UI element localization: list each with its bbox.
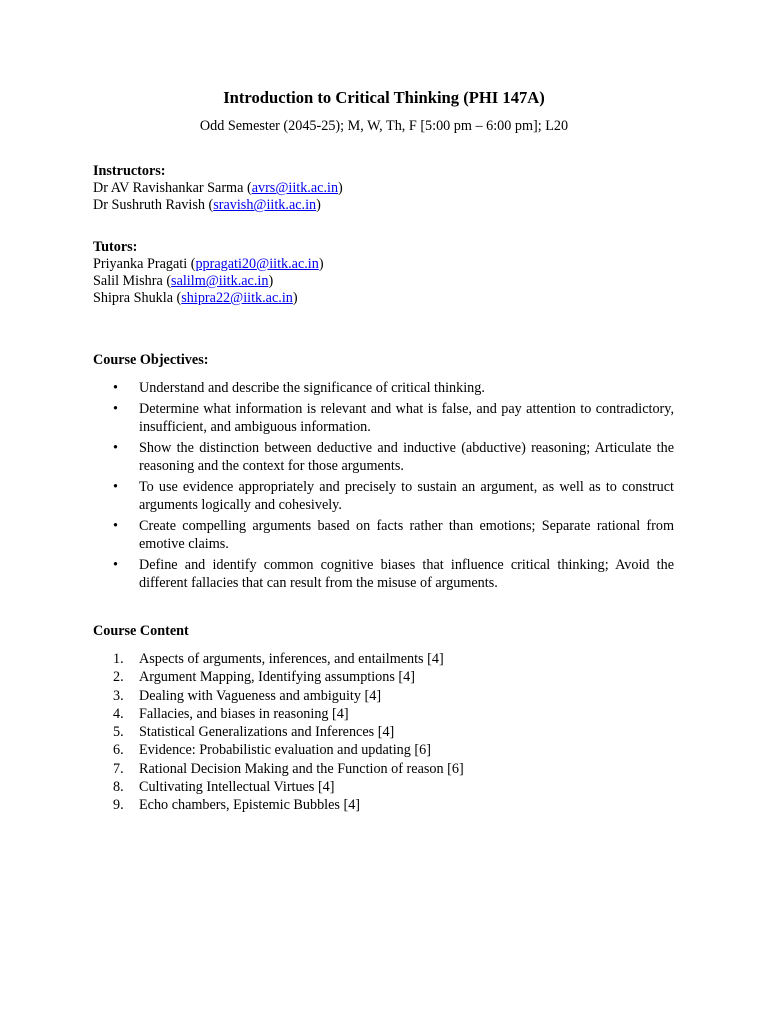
tutor-entry: Priyanka Pragati (ppragati20@iitk.ac.in): [93, 256, 324, 272]
tutor-entry: Salil Mishra (salilm@iitk.ac.in): [93, 273, 274, 289]
item-text: Aspects of arguments, inferences, and entailments [4]: [139, 651, 444, 667]
objectives-section: [93, 352, 674, 595]
item-text: Evidence: Probabilistic evaluation and updating [6]: [139, 742, 431, 759]
item-number: 9.: [113, 797, 124, 814]
item-number: 7.: [113, 760, 124, 777]
content-list: [93, 650, 674, 815]
tutor-entry: Shipra Shukla (shipra22@iitk.ac.in): [93, 290, 298, 306]
item-text: Statistical Generalizations and Inferences [4]: [139, 724, 395, 741]
instructor-email-link[interactable]: sravish@iitk.ac.in: [213, 197, 317, 213]
bullet-icon: •: [113, 517, 118, 534]
item-text: Cultivating Intellectual Virtues [4]: [139, 779, 335, 796]
item-number: 8.: [113, 779, 124, 796]
item-number: 4.: [113, 705, 124, 722]
tutor-name: Shipra Shukla: [93, 290, 173, 306]
item-number: 1.: [113, 651, 124, 667]
item-number: 3.: [113, 687, 124, 704]
bullet-icon: •: [113, 478, 118, 495]
content-section: [93, 623, 674, 815]
content-heading: Course Content: [93, 623, 189, 639]
course-title: Introduction to Critical Thinking (PHI 147A): [223, 88, 545, 107]
tutors-section: [93, 239, 674, 307]
instructor-email-link[interactable]: avrs@iitk.ac.in: [251, 180, 339, 196]
objective-text: Determine what information is relevant and what is false, and pay attention to contradictory, insufficient, and ambiguous information.: [139, 400, 674, 435]
bullet-icon: •: [113, 400, 118, 417]
bullet-icon: •: [113, 556, 118, 573]
instructor-entry: Dr Sushruth Ravish (sravish@iitk.ac.in): [93, 197, 321, 213]
objective-text: Understand and describe the significance of critical thinking.: [139, 380, 485, 396]
objective-text: Create compelling arguments based on facts rather than emotions; Separate rational from emotive claims.: [139, 517, 674, 552]
tutor-name: Salil Mishra: [93, 273, 163, 289]
item-text: Fallacies, and biases in reasoning [4]: [139, 705, 349, 722]
instructor-name: Dr AV Ravishankar Sarma: [93, 180, 244, 196]
list-item: [93, 668, 674, 686]
item-number: 6.: [113, 742, 124, 759]
item-text: Rational Decision Making and the Function of reason [6]: [139, 760, 464, 777]
list-item: [93, 778, 674, 796]
course-schedule: Odd Semester (2045-25); M, W, Th, F [5:00 pm – 6:00 pm]; L20: [199, 118, 569, 134]
objectives-heading: Course Objectives:: [93, 352, 209, 368]
list-item: [93, 400, 674, 437]
list-item: [93, 796, 674, 814]
item-text: Dealing with Vagueness and ambiguity [4]: [139, 687, 382, 704]
list-item: [93, 687, 674, 705]
tutor-email-link[interactable]: ppragati20@iitk.ac.in: [195, 256, 319, 272]
instructor-entry: Dr AV Ravishankar Sarma (avrs@iitk.ac.in): [93, 180, 343, 196]
list-item: [93, 705, 674, 723]
list-item: [93, 379, 674, 398]
list-item: [93, 723, 674, 741]
bullet-icon: •: [113, 380, 118, 396]
objective-text: Show the distinction between deductive and inductive (abductive) reasoning; Articulate the reasoning and the context for those arguments.: [139, 439, 674, 474]
objective-text: Define and identify common cognitive biases that influence critical thinking; Avoid the different fallacies that can result from the misuse of arguments.: [139, 556, 674, 591]
tutors-heading: Tutors:: [93, 239, 138, 255]
list-item: [93, 650, 674, 668]
item-number: 5.: [113, 724, 124, 741]
objective-text: To use evidence appropriately and precisely to sustain an argument, as well as to construct arguments logically and cohesively.: [139, 478, 674, 513]
item-number: 2.: [113, 669, 124, 686]
list-item: [93, 741, 674, 759]
objectives-list: [93, 379, 674, 593]
tutor-email-link[interactable]: shipra22@iitk.ac.in: [181, 290, 293, 306]
instructors-heading: Instructors:: [93, 163, 166, 179]
list-item: [93, 517, 674, 554]
list-item: [93, 556, 674, 593]
instructor-name: Dr Sushruth Ravish: [93, 197, 205, 213]
tutor-name: Priyanka Pragati: [93, 256, 188, 272]
list-item: [93, 478, 674, 515]
list-item: [93, 439, 674, 476]
bullet-icon: •: [113, 439, 118, 456]
list-item: [93, 760, 674, 778]
tutor-email-link[interactable]: salilm@iitk.ac.in: [171, 273, 269, 289]
instructors-section: [93, 163, 674, 214]
item-text: Echo chambers, Epistemic Bubbles [4]: [139, 797, 361, 814]
item-text: Argument Mapping, Identifying assumptions [4]: [139, 669, 415, 686]
